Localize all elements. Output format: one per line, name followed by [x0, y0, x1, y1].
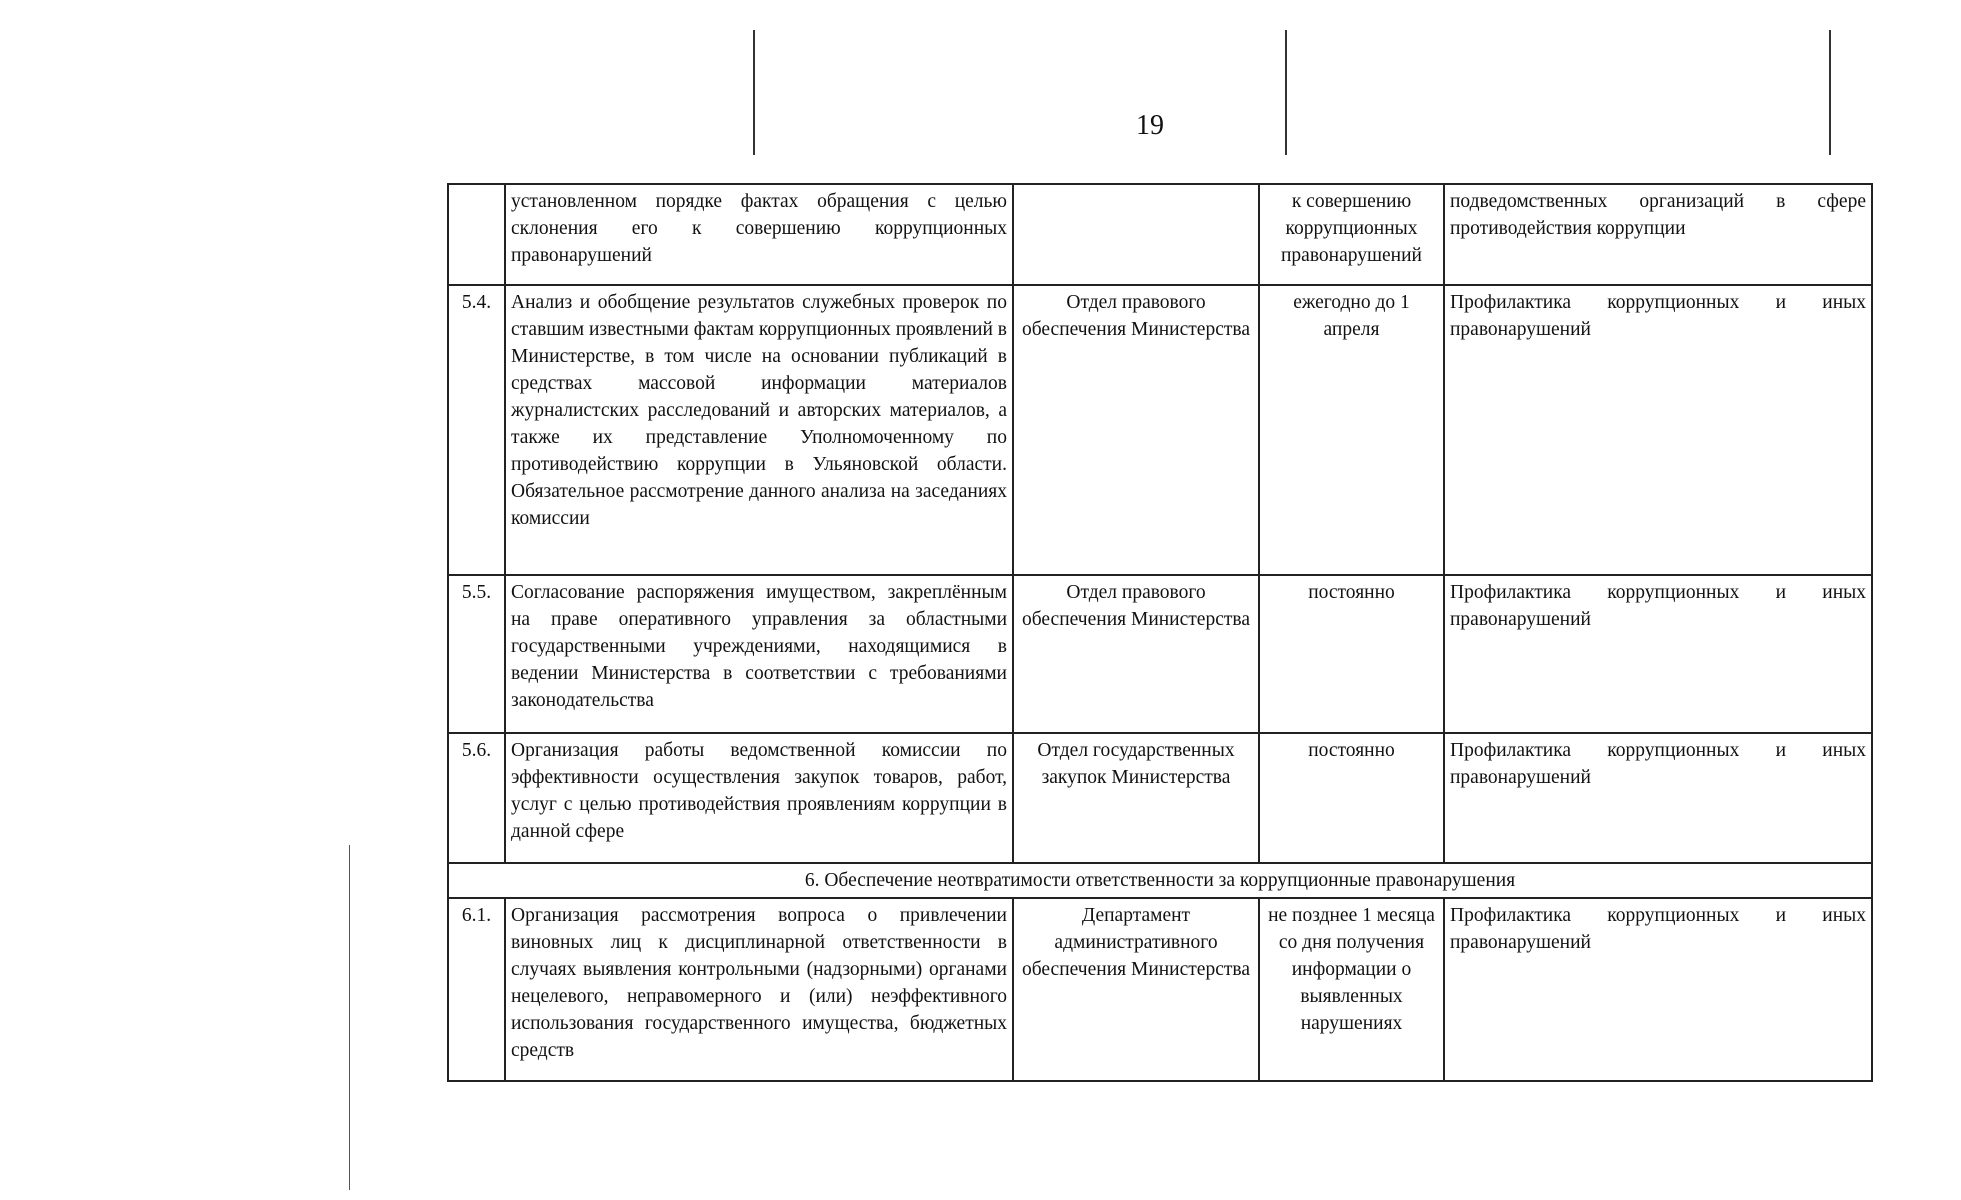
row-number: 6.1.	[448, 898, 505, 1081]
anticorruption-plan-table	[447, 183, 1873, 1082]
expected-result: Профилактика коррупционных и иных правонарушений	[1444, 898, 1872, 1081]
measure-description: Организация работы ведомственной комиссии по эффективности осуществления закупок товаров, работ, услуг с целью противодействия проявлениям коррупции в данной сфере	[505, 733, 1013, 863]
deadline: постоянно	[1259, 575, 1444, 733]
measure-description: Анализ и обобщение результатов служебных проверок по ставшим известными фактам коррупционных проявлений в Министерстве, в том числе на основании публикаций в средствах массовой информации материалов журналистских расследований и авторских материалов, а также их представление Уполномоченному по противодействию коррупции в Ульяновской области. Обязательное рассмотрение данного анализа на заседаниях комиссии	[505, 285, 1013, 575]
deadline: не позднее 1 месяца со дня получения информации о выявленных нарушениях	[1259, 898, 1444, 1081]
responsible-unit: Отдел правового обеспечения Министерства	[1013, 575, 1259, 733]
table-row	[448, 285, 1872, 575]
deadline: постоянно	[1259, 733, 1444, 863]
deadline: к совершению коррупционных правонарушений	[1259, 184, 1444, 285]
responsible-unit	[1013, 184, 1259, 285]
table-row	[448, 733, 1872, 863]
responsible-unit: Отдел правового обеспечения Министерства	[1013, 285, 1259, 575]
section-header-row	[448, 863, 1872, 898]
row-number: 5.5.	[448, 575, 505, 733]
deadline: ежегодно до 1 апреля	[1259, 285, 1444, 575]
table-row	[448, 575, 1872, 733]
scan-artifact-line	[753, 30, 755, 155]
page-number: 19	[1136, 110, 1164, 141]
expected-result: подведомственных организаций в сфере противодействия коррупции	[1444, 184, 1872, 285]
section-title: 6. Обеспечение неотвратимости ответственности за коррупционные правонарушения	[448, 863, 1872, 898]
measure-description: Организация рассмотрения вопроса о привлечении виновных лиц к дисциплинарной ответственности в случаях выявления контрольными (надзорными) органами нецелевого, неправомерного и (или) неэффективного использования государственного имущества, бюджетных средств	[505, 898, 1013, 1081]
table-row	[448, 184, 1872, 285]
scan-artifact-line	[349, 845, 350, 1190]
scan-artifact-line	[1285, 30, 1287, 155]
expected-result: Профилактика коррупционных и иных правонарушений	[1444, 733, 1872, 863]
row-number: 5.6.	[448, 733, 505, 863]
measure-description: установленном порядке фактах обращения с целью склонения его к совершению коррупционных правонарушений	[505, 184, 1013, 285]
expected-result: Профилактика коррупционных и иных правонарушений	[1444, 575, 1872, 733]
responsible-unit: Департамент административного обеспечения Министерства	[1013, 898, 1259, 1081]
row-number: 5.4.	[448, 285, 505, 575]
row-number	[448, 184, 505, 285]
expected-result: Профилактика коррупционных и иных правонарушений	[1444, 285, 1872, 575]
measure-description: Согласование распоряжения имуществом, закреплённым на праве оперативного управления за областными государственными учреждениями, находящимися в ведении Министерства в соответствии с требованиями законодательства	[505, 575, 1013, 733]
responsible-unit: Отдел государственных закупок Министерства	[1013, 733, 1259, 863]
table-row	[448, 898, 1872, 1081]
scan-artifact-line	[1829, 30, 1831, 155]
